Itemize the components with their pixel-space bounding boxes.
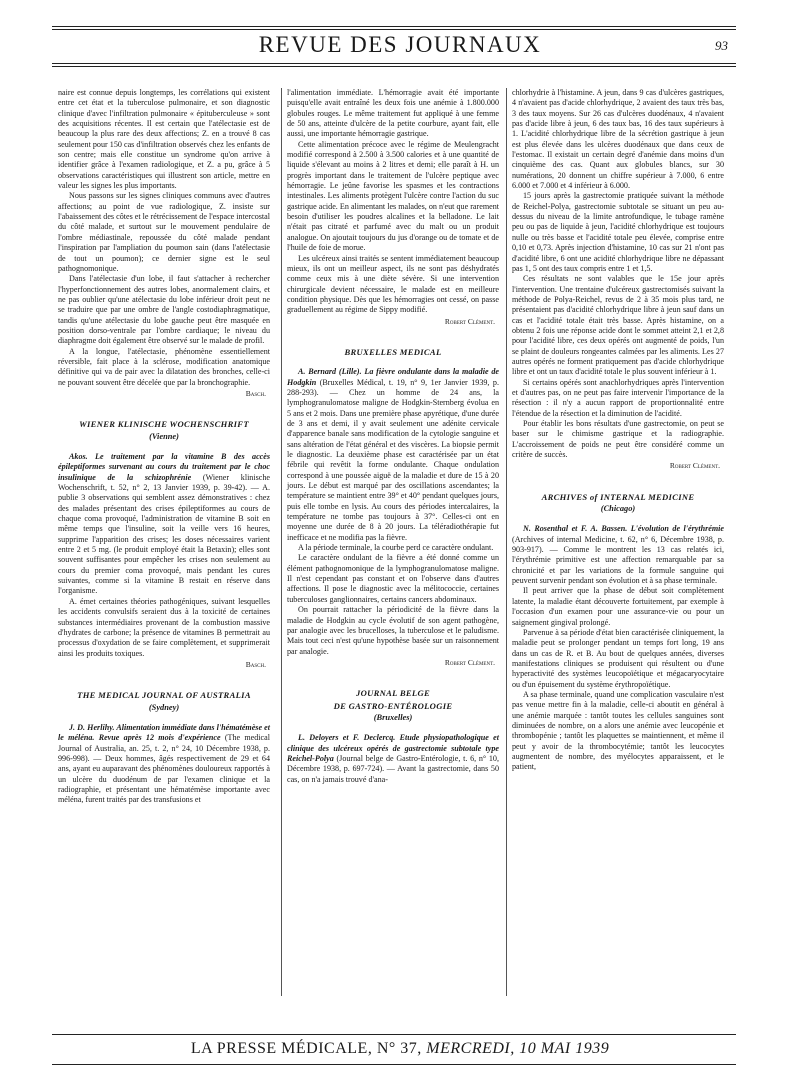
author-signature: Robert Clément. — [444, 316, 495, 326]
paragraph: l'alimentation immédiate. L'hémorragie avait été importante puisqu'elle avait entraîné les deux fois une anémie à 1.800.000 globules rouges. Le même traitement fut appliqué à une femme de 50 ans, atteinte d'ulcère de la petite courbure, ayant fait, elle aussi, une importante hémorragie gastrique. — [287, 88, 499, 139]
paragraph: Ces résultats ne sont valables que le 15e jour après l'intervention. Une trentaine d'ulcéreux gastrectomisés suivant la méthode de Polya-Reichel, revus de 2 à 35 mois plus tard, ne présentaient pas d'acidité chlorhydrique libre à jeun sauf dans un cas et l'acidité totale était très basse. Après histamine, on a obtenu 2 fois une réponse acide dont le sommet atteint 2,1 et 2,8 pour l'acidité libre, ces deux opérés ont augmenté de poids, l'un se plaint de douleurs rongeantes calmées par les aliments. Les 27 autres opérés ne forment pratiquement pas d'acide chlorhydrique libre et ont un taux d'acidité totale le plus souvent inférieur à 1. — [512, 274, 724, 377]
article-paragraph — [287, 733, 499, 785]
paragraph: A la longue, l'atélectasie, phénomène essentiellement réversible, fait place à la sclérose, modification anatomique définitive qui va de pair avec la dilatation des bronches, celle-ci ne pouvant souvent être décelée que par la bronchographie. — [58, 346, 270, 387]
author-signature: Basch. — [245, 388, 266, 398]
article-title: A. Bernard (Lille). La fièvre ondulante dans la maladie de Hodgkin — [287, 367, 499, 387]
page-number: 93 — [715, 38, 728, 53]
page-footer — [0, 1040, 800, 1058]
article-paragraph — [512, 524, 724, 586]
journal-city: (Vienne) — [149, 431, 179, 441]
paragraph: 15 jours après la gastrectomie pratiquée suivant la méthode de Reichel-Polya, gastrectomie subtotale se situant un peu au-dessus du niveau de la limite antrofundique, le tubage ramène peu ou pas de liquide à jeun, l'acidité chlorhydrique est toujours nulle ou très basse et l'acidité totale peu élevée, comprise entre 0,10 et 0,73. Après injection d'histamine, 10 cas sur 21 n'ont pas d'acidité libre, 6 ont une acidité chlorhydrique libre ne dépassant pas 1, 5 ont des taux compris entre 1 et 1,5. — [512, 191, 724, 273]
journal-city: (Bruxelles) — [373, 712, 413, 722]
paragraph: Dans l'atélectasie d'un lobe, il faut s'attacher à rechercher l'hyperfonctionnement des autres lobes, anormalement clairs, et ne pas oublier qu'une atélectasie du lobe inférieur droit peut ne se traduire que par une ombre de l'angle costodiaphragmatique, tandis qu'une atélectasie du lobe gauche peut être masquée en position dorso-ventrale par l'ombre cardiaque; le niveau du diaphragme doit également être observé sur le malade de profil. — [58, 274, 270, 346]
paragraph: Les ulcéreux ainsi traités se sentent immédiatement beaucoup mieux, ils ont un meilleur aspect, ils ne sont pas déshydratés comme ceux mis à une diète sévère. Si une intervention chirurgicale devient nécessaire, le malade est en meilleure condition physique. Dès que les hémorragies ont cessé, on passe graduellement au régime de Sippy modifié. — [287, 253, 499, 315]
paragraph: Il peut arriver que la phase de début soit complètement latente, la maladie étant découverte fortuitement, par exemple à l'occasion d'un examen pour une assurance-vie ou pour un saignement gingival prolongé. — [512, 586, 724, 627]
column-divider-2 — [506, 88, 507, 996]
article-reference: (The medical Journal of Australia, an. 25, t. 2, n° 24, 10 Décembre 1938, p. 996-998). — Deux hommes, âgés respectivement de 29 et 64 ans, ayant eu auparavant des phénomènes douloureux rapportés à un ulcère du duodénum de par l'examen clinique et la radiographie, et présentant une hématémèse importante avec méléna, furent traités par des transfusions et — [58, 733, 270, 805]
article-paragraph — [287, 367, 499, 543]
paragraph: Si certains opérés sont anachlorhydriques après l'intervention et d'autres pas, on ne peut pas faire intervenir l'importance de la résection : il n'y a aucun rapport de proportionnalité entre l'étendue de la résection et la diminution de l'acidité. — [512, 377, 724, 418]
header-rule-top-2 — [52, 29, 736, 30]
paragraph: Cette alimentation précoce avec le régime de Meulengracht modifié correspond à 2.500 à 3.500 calories et à une quantité de liquide s'élevant au moins à 2 litres et demi; elle paraît à H. un progrès important dans le traitement de l'ulcère peptique avec hémorragie. Le jeûne favorise les spasmes et les contractions intestinales. Les aliments protègent l'ulcère contre l'action du suc gastrique acide. En alimentant les malades, on n'eut que rarement besoin d'utiliser les poudres alcalines et la belladone. Le lait n'était pas citraté et parfumé avec du malt ou un produit analogue. On ajoutait toujours du jus d'orange ou de tomate et de l'huile de foie de morue. — [287, 139, 499, 253]
author-signature: Robert Clément. — [669, 461, 720, 471]
paragraph: A. émet certaines théories pathogéniques, suivant lesquelles les accidents convulsifs seraient dus à la toxicité de certaines substances intermédiaires provenant de la combustion massive d'hydrates de carbone; la présence de vitamines B permettrait au processus d'oxydation de se faire complètement, et supprimerait ainsi les produits toxiques. — [58, 596, 270, 658]
paragraph: Nous passons sur les signes cliniques communs avec d'autres affections; au point de vue radiologique, Z. insiste sur l'abaissement des côtes et le rétrécissement de l'espace intercostal du côté malade, et surtout sur le mouvement pendulaire de l'ombre médiastinale, repoussée du côté malade pendant l'inspiration par l'ampliation du poumon sain (dans l'atélectasie de tout un poumon); ce dernier signe est le seul pathognomonique. — [58, 191, 270, 273]
paragraph: On pourrait rattacher la périodicité de la fièvre dans la maladie de Hodgkin au cycle évolutif de son agent pathogène, par analogie avec les brucelloses, la tuberculose et le paludisme. Mais tout ceci n'est qu'une hypothèse basée sur un raisonnement par analogie. — [287, 605, 499, 656]
paragraph: Le caractère ondulant de la fièvre a été donné comme un élément pathognomonique de la lymphogranulomatose maligne. Il n'est cependant pas constant et on l'observe dans d'autres affections. Il pose le diagnostic avec la mélitococcie, certaines tuberculoses ganglionnaires, certains cancers abdominaux. — [287, 553, 499, 604]
paragraph: A sa phase terminale, quand une complication vasculaire n'est pas venue mettre fin à la maladie, celle-ci aboutit en général à une anémie marquée : tantôt toutes les cellules sanguines sont diminuées de nombre, on a alors une anémie avec leucopénie et thrombopénie ; tantôt les plaquettes se maintiennent, et même il peut y avoir de la thrombocytémie; tantôt les leucocytes augmentent de nombre, des myélocytes apparaissent, et le patient, — [512, 689, 724, 772]
column-1 — [58, 88, 270, 806]
article-title: J. D. Herlihy. Alimentation immédiate dans l'hématémèse et le méléna. Revue après 12 mois d'expérience — [58, 722, 270, 743]
author-signature: Basch. — [245, 659, 266, 669]
journal-heading-line-2: DE GASTRO-ENTÉROLOGIE — [333, 700, 453, 711]
article-title: N. Rosenthal et F. A. Bassen. L'évolution de l'érythrémie — [523, 524, 724, 534]
author-signature: Robert Clément. — [444, 657, 495, 667]
article-reference: (Wiener klinische Wochenschrift, t. 52, n° 2, 13 Janvier 1939, p. 39-42). — A. publie 3 observations qui semblent assez démonstratives : chez des malades présentant des crises épileptiformes au cours de chaque coma provoqué, l'administration de vitamine B soit en même temps que l'insuline, soit la veille vers 16 heures, supprime l'apparition des crises; les doses nécessaires varient entre 2 et 5 mg. (le produit employé était la Betaxin); elles sont souvent suffisantes pour empêcher les crises non seulement au cours du premier coma provoqué, mais pendant les cures suivantes, comme si la vitamine B restait en réserve dans l'organisme. — [58, 472, 270, 596]
column-3 — [512, 88, 724, 773]
journal-city: (Sydney) — [148, 702, 180, 712]
footer-rule-top — [52, 1034, 736, 1035]
journal-city: (Chicago) — [600, 504, 636, 514]
paragraph: A la période terminale, la courbe perd ce caractère ondulant. — [298, 543, 494, 553]
article-paragraph — [58, 723, 270, 806]
header-rule-bottom — [52, 63, 736, 64]
article-title: L. Deloyers et F. Declercq. Etude physiopathologique et clinique des ulcéreux opérés de gastrectomie subtotale type Reichel-Polya — [287, 733, 499, 763]
article-reference: (Archives of internal Medicine, t. 62, n° 6, Décembre 1938, p. 903-917). — Comme le montrent les 13 cas relatés ici, l'érythrémie primitive est une affection remarquable par sa chronicité et par les variations de la formule sanguine qui peuvent survenir pendant son évolution et à sa phase terminale. — [512, 534, 724, 586]
article-paragraph — [58, 452, 270, 597]
footer-rule-bottom — [52, 1064, 736, 1065]
journal-heading: JOURNAL BELGE — [355, 688, 430, 699]
journal-heading: BRUXELLES MEDICAL — [344, 346, 442, 357]
paragraph: naire est connue depuis longtemps, les corrélations qui existent entre cet état et la tuberculose pulmonaire, et son diagnostic clinique d'avec l'infiltration pulmonaire « épituberculeuse » sont des acquisitions récentes. Il est certain que l'atélectasie est de beaucoup la plus rare des deux affections; Z. en a trouvé 8 cas seulement pour 150 cas d'infiltration observés chez les enfants de son centre; mais elle constitue un syndrome qu'on arrive à identifier grâce à l'examen radiologique, et Z. a pu, grâce à 5 observations caractéristiques qui illustrent son article, mettre en valeur les signes les plus importants. — [58, 88, 270, 191]
journal-heading: THE MEDICAL JOURNAL OF AUSTRALIA — [77, 690, 251, 701]
page-header-title: REVUE DES JOURNAUX — [258, 32, 542, 57]
header-rule-bottom-2 — [52, 66, 736, 67]
article-reference: (Journal belge de Gastro-Entérologie, t. 6, n° 10, Décembre 1938, p. 697-724). — Avant la gastrectomie, dans 50 cas, on n'a jamais trouvé d'ana- — [287, 753, 499, 784]
paragraph: Pour établir les bons résultats d'une gastrectomie, on peut se baser sur le chimisme gastrique et la radiographie. L'accroissement de poids ne peut être considéré comme un critère de succès. — [512, 419, 724, 460]
header-rule-top — [52, 26, 736, 27]
footer-date: MERCREDI, 10 MAI 1939 — [426, 1040, 610, 1057]
article-reference: (Bruxelles Médical, t. 19, n° 9, 1er Janvier 1939, p. 288-293). — Chez un homme de 24 ans, la lymphogranulomatose maligne de Hodgkin-Sternberg évolua en 5 ans et 2 mois. Dans une première phase apyrétique, d'une durée de 3 ans et demi, il y avait seulement une adénite cervicale d'apparence banale sans modification de la cytologie sanguine et sans altération de l'état général et des viscères. La biopsie permit le diagnostic. La deuxième phase est caractérisée par un état fébrile qui revêtit la forme ondulante. Chaque ondulation correspond à une poussée aiguë de la maladie et dure de 15 à 20 jours. Le début est marqué par des oscillations ascendantes; la température se maintient entre 39° et 40° pendant quelques jours, puis elle tombe en lysis. Au cours des périodes intercalaires, la température ne tombe pas toujours à 37°. Celles-ci ont en moyenne une durée de 8 à 20 jours. La téléradiothérapie fut inefficace et ne modifia pas la fièvre. — [287, 377, 499, 542]
paragraph: Parvenue à sa période d'état bien caractérisée cliniquement, la maladie peut se prolonger pendant un temps fort long, 19 ans dans un cas de R. et B. Au bout de quelques années, diverses manifestations cliniques se produisent qui résultent ou d'une hyperactivité des systèmes leucopoïétique et mégacaryocytaire ou d'un épuisement du système érythropoïétique. — [512, 627, 724, 689]
column-divider-1 — [281, 88, 282, 996]
journal-heading: ARCHIVES of INTERNAL MEDICINE — [541, 491, 695, 502]
article-title: Akos. Le traitement par la vitamine B des accès épileptiformes survenant au cours du traitement par le choc insulinique de la schizophrénie — [58, 452, 270, 482]
column-2 — [287, 88, 499, 785]
journal-heading: WIENER KLINISCHE WOCHENSCHRIFT — [79, 419, 249, 430]
footer-journal: LA PRESSE MÉDICALE, N° 37, — [190, 1040, 422, 1057]
paragraph: chlorhydrie à l'histamine. A jeun, dans 9 cas d'ulcères gastriques, 4 n'avaient pas d'acide chlorhydrique, 2 avaient des taux très bas, 3 des taux moyens. Sur 26 cas d'ulcères duodénaux, 4 n'avaient pas d'acide libre à jeun, 6 des taux bas, 16 des taux supérieurs à 1. L'acidité chlorhydrique libre de la sécrétion gastrique à jeun est plus élevée dans les ulcères duodénaux que dans ceux de l'estomac. Il existait un certain degré d'anémie dans moins d'un cinquième des cas. Quant aux globules blancs, sur 30 numérations, 20 donnent un chiffre supérieur à 7.000, 6 entre 6.000 et 7.000 et 4 inférieur à 6.000. — [512, 88, 724, 191]
